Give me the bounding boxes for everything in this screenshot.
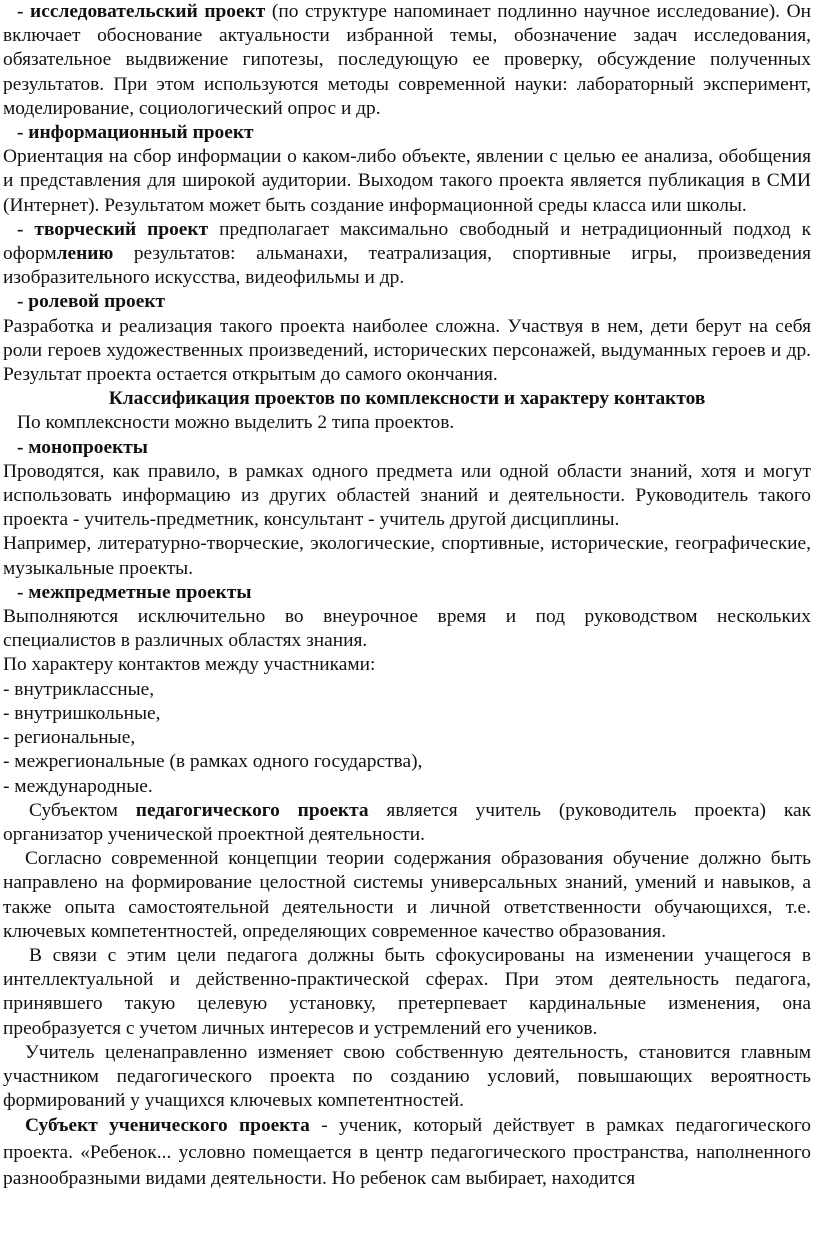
section-heading-text: Классификация проектов по комплексности и характеру контактов (108, 388, 706, 410)
paragraph-goals: В связи с этим цели педагога должны быть сфокусированы на изменении учащегося в интеллектуальной и действенно-практической сферах. При этом деятельность педагога, принявшего такую целевую установку, претерпевает кардинальные изменения, она преобразуется с учетом личных интересов и устремлений его учеников. (3, 944, 811, 1039)
term-role-project: - ролевой проект (17, 291, 166, 313)
section-heading-classification (3, 387, 811, 411)
paragraph-text: (по структуре напоминает подлинно научное исследование). Он включает обоснование актуальности избранной темы, обозначение задач исследования, обязательное выдвижение гипотезы, последующую ее проверку, обсуждение полученных результатов. При этом используются методы современной науки: лабораторный эксперимент, моделирование, социологический опрос и др. (3, 1, 811, 119)
paragraph-examples: Например, литературно-творческие, экологические, спортивные, исторические, географические, музыкальные проекты. (3, 533, 811, 579)
term-creative-project: - творческий проект (17, 218, 209, 240)
bold-fragment: лению (56, 243, 114, 265)
paragraph-text: результатов: альманахи, театрализация, спортивные игры, произведения изобразительного искусства, видеофильмы и др. (3, 243, 811, 289)
paragraph-subject-student (3, 1113, 811, 1193)
heading-interdisciplinary (3, 581, 811, 605)
paragraph-text: является учитель (руководитель проекта) как организатор ученической проектной деятельности. (3, 799, 812, 845)
term-info-project: - информационный проект (17, 122, 254, 144)
heading-monoprojects (3, 436, 811, 460)
list-item: - межрегиональные (в рамках одного государства), (3, 751, 423, 773)
term-interdisciplinary: - межпредметные проекты (17, 581, 252, 603)
paragraph-concept: Согласно современной концепции теории содержания образования обучение должно быть направлено на формирование целостной системы универсальных знаний, умений и навыков, а также опыта самостоятельной деятельности и личной ответственности обучающихся, т.е. ключевых компетентностей, определяющих современное качество образования. (3, 848, 811, 942)
paragraph-role-project: Разработка и реализация такого проекта наиболее сложна. Участвуя в нем, дети берут на себя роли героев художественных произведений, исторических персонажей, выдуманных героев и др. Результат проекта остается открытым до самого окончания. (3, 315, 811, 386)
list-item: - внутриклассные, (3, 678, 155, 700)
paragraph-interdisciplinary: Выполняются исключительно во внеурочное время и под руководством нескольких специалистов в различных областях знания. (3, 606, 811, 652)
list-item: - внутришкольные, (3, 702, 161, 724)
heading-role-project (3, 290, 811, 314)
paragraph-creative-project (3, 218, 811, 291)
paragraph-text: Субъектом (29, 799, 136, 821)
list-item: - региональные, (3, 727, 136, 749)
paragraph-info-project: Ориентация на сбор информации о каком-либо объекте, явлении с целью ее анализа, обобщения и представления для широкой аудитории. Выходом такого проекта является публикация в СМИ (Интернет). Результатом может быть создание информационной среды класса или школы. (3, 146, 811, 216)
term-student-project: Субъект ученического проекта (25, 1115, 310, 1137)
heading-info-project (3, 121, 811, 145)
term-pedagogical-project: педагогического проекта (135, 799, 369, 821)
term-monoprojects: - монопроекты (17, 436, 148, 458)
paragraph-contacts: По характеру контактов между участниками: (3, 654, 376, 676)
paragraph-teacher: Учитель целенаправленно изменяет свою собственную деятельность, становится главным участником педагогического проекта по созданию условий, повышающих вероятность формирований у учащихся ключевых компетентностей. (3, 1041, 811, 1112)
paragraph-complexity: По комплексности можно выделить 2 типа проектов. (17, 412, 455, 434)
contacts-list (3, 678, 811, 799)
paragraph-research-project (3, 0, 811, 121)
term-research-project: - исследовательский проект (17, 1, 266, 22)
paragraph-monoprojects: Проводятся, как правило, в рамках одного предмета или одной области знаний, хотя и могут использовать информацию из других областей знаний и деятельности. Руководитель такого проекта - учитель-предметник, консультант - учитель другой дисциплины. (3, 460, 811, 531)
document-page (3, 0, 811, 1193)
list-item: - международные. (3, 775, 153, 797)
paragraph-text: - ученик, который действует в рамках педагогического проекта. «Ребенок... условно помещается в центр педагогического пространства, наполненного разнообразными видами деятельности. Но ребенок сам выбирает, находится (3, 1115, 811, 1190)
paragraph-text: предполагает максимально свободный и нетрадиционный подход к оформ (3, 218, 812, 265)
paragraph-subject-pedagogical (3, 799, 811, 847)
